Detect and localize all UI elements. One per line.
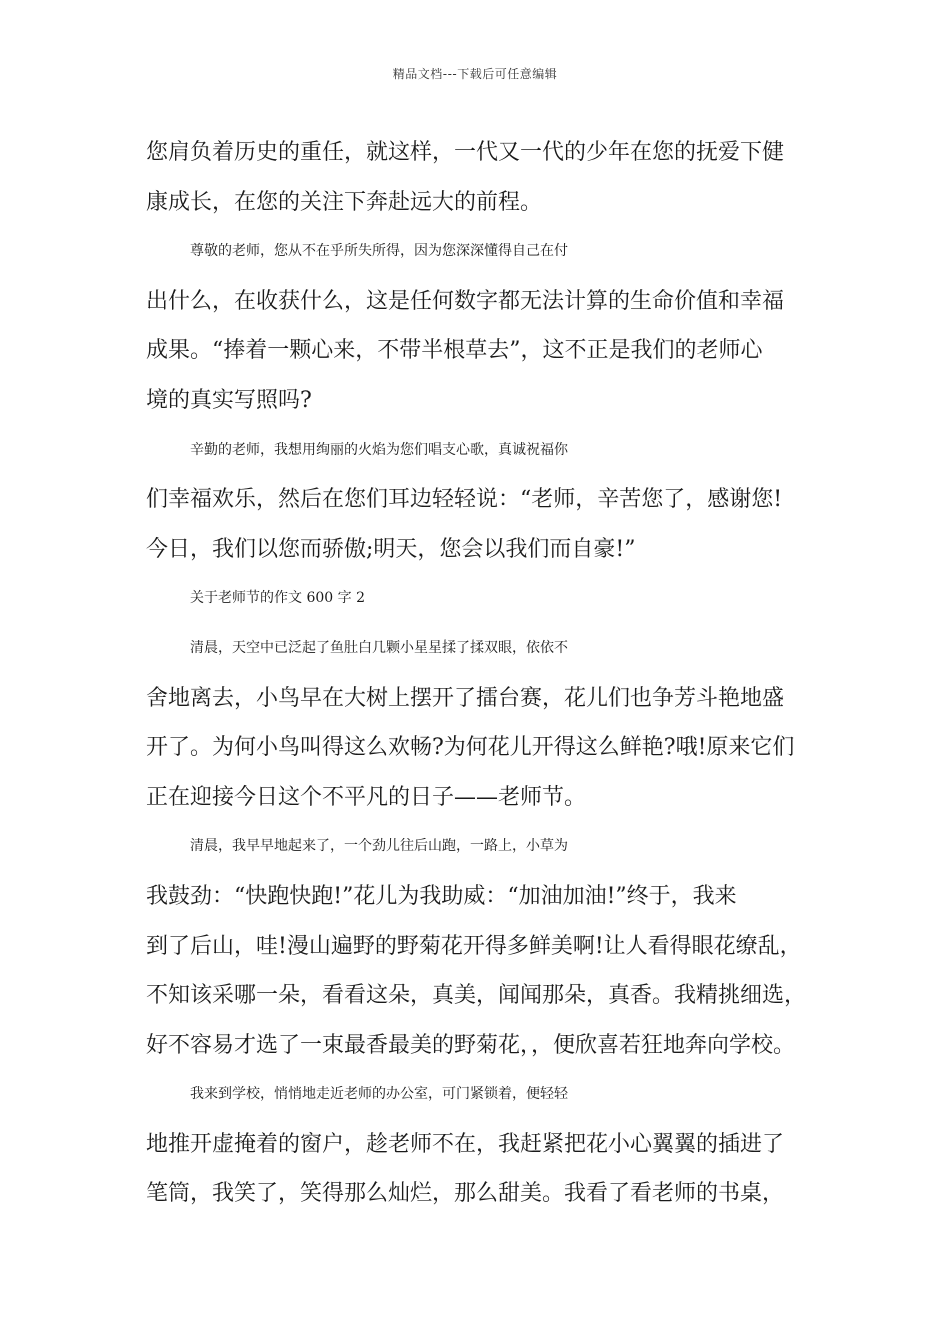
text-line: 们幸福欢乐，然后在您们耳边轻轻说：“老师，辛苦您了，感谢您! xyxy=(146,487,783,513)
text-line: 正在迎接今日这个不平凡的日子——老师节。 xyxy=(146,784,587,810)
text-line: 好不容易才选了一束最香最美的野菊花，，便欣喜若狂地奔向学校。 xyxy=(146,1032,796,1058)
text-line: 尊敬的老师，您从不在乎所失所得，因为您深深懂得自己在付 xyxy=(190,243,568,260)
text-line: 出什么，在收获什么，这是任何数字都无法计算的生命价值和幸福 xyxy=(146,288,785,314)
text-line: 关于老师节的作文 600 字 2 xyxy=(190,590,365,607)
text-line: 开了。为何小鸟叫得这么欢畅?为何花儿开得这么鲜艳?哦!原来它们 xyxy=(146,735,795,761)
text-line: 成果。“捧着一颗心来，不带半根草去”，这不正是我们的老师心 xyxy=(146,338,763,364)
text-line: 地推开虚掩着的窗户，趁老师不在，我赶紧把花小心翼翼的插进了 xyxy=(146,1131,785,1157)
text-line: 舍地离去，小鸟早在大树上摆开了擂台赛，花儿们也争芳斗艳地盛 xyxy=(146,685,785,711)
text-line: 我来到学校，悄悄地走近老师的办公室，可门紧锁着，便轻轻 xyxy=(190,1086,568,1103)
text-line: 清晨，天空中已泛起了鱼肚白几颗小星星揉了揉双眼，依依不 xyxy=(190,639,568,656)
text-line: 辛勤的老师，我想用绚丽的火焰为您们唱支心歌，真诚祝福你 xyxy=(190,441,568,458)
text-line: 清晨，我早早地起来了，一个劲儿往后山跑，一路上，小草为 xyxy=(190,838,568,855)
text-line: 今日，我们以您而骄傲;明天，您会以我们而自豪!” xyxy=(146,536,636,562)
text-line: 不知该采哪一朵，看看这朵，真美，闻闻那朵，真香。我精挑细选， xyxy=(146,983,807,1009)
text-line: 您肩负着历史的重任，就这样，一代又一代的少年在您的抚爱下健 xyxy=(146,140,785,165)
document-body xyxy=(146,128,824,1219)
text-line: 境的真实写照吗? xyxy=(146,387,312,413)
page-header: 精品文档---下载后可任意编辑 xyxy=(392,67,558,81)
text-line: 到了后山，哇!漫山遍野的野菊花开得多鲜美啊!让人看得眼花缭乱， xyxy=(146,933,802,959)
text-line: 我鼓劲：“快跑快跑!”花儿为我助威：“加油加油!”终于，我来 xyxy=(146,883,737,909)
text-line: 笔筒，我笑了，笑得那么灿烂，那么甜美。我看了看老师的书桌， xyxy=(146,1181,785,1207)
text-line: 康成长，在您的关注下奔赴远大的前程。 xyxy=(146,189,543,215)
